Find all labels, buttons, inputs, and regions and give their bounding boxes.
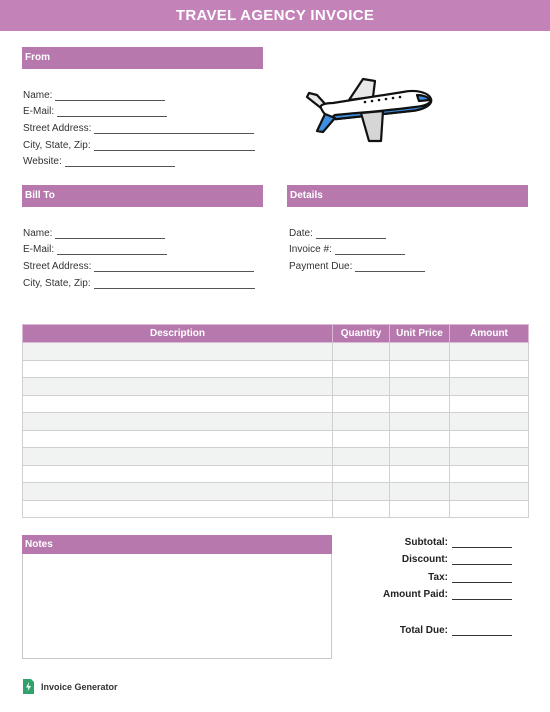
from-email-field[interactable]: E-Mail: xyxy=(23,101,255,118)
unit-price-cell[interactable] xyxy=(390,378,450,396)
description-cell[interactable] xyxy=(23,378,333,396)
description-cell[interactable] xyxy=(23,430,333,448)
amount-cell[interactable] xyxy=(450,448,529,466)
unit-price-cell[interactable] xyxy=(390,395,450,413)
amount-cell[interactable] xyxy=(450,430,529,448)
from-website-field[interactable]: Website: xyxy=(23,151,255,168)
tax-field[interactable]: Tax: xyxy=(340,572,512,583)
bill-to-name-field[interactable]: Name: xyxy=(23,222,255,239)
quantity-cell[interactable] xyxy=(333,448,390,466)
description-cell[interactable] xyxy=(23,448,333,466)
unit-price-cell[interactable] xyxy=(390,465,450,483)
invoice-number-field[interactable]: Invoice #: xyxy=(289,239,425,256)
description-cell[interactable] xyxy=(23,395,333,413)
quantity-cell[interactable] xyxy=(333,430,390,448)
column-header-description: Description xyxy=(23,325,333,343)
column-header-amount: Amount xyxy=(450,325,529,343)
discount-field[interactable]: Discount: xyxy=(340,554,512,565)
bill-to-city-field[interactable]: City, State, Zip: xyxy=(23,272,255,289)
table-row xyxy=(23,413,529,431)
quantity-cell[interactable] xyxy=(333,360,390,378)
column-header-quantity: Quantity xyxy=(333,325,390,343)
table-row xyxy=(23,430,529,448)
payment-due-field[interactable]: Payment Due: xyxy=(289,255,425,272)
invoice-generator-logo-icon xyxy=(22,678,35,695)
unit-price-cell[interactable] xyxy=(390,500,450,518)
table-row xyxy=(23,395,529,413)
description-cell[interactable] xyxy=(23,343,333,361)
footer-brand xyxy=(22,678,118,695)
amount-cell[interactable] xyxy=(450,465,529,483)
table-row xyxy=(23,343,529,361)
quantity-cell[interactable] xyxy=(333,378,390,396)
table-row xyxy=(23,378,529,396)
quantity-cell[interactable] xyxy=(333,483,390,501)
description-cell[interactable] xyxy=(23,413,333,431)
details-heading: Details xyxy=(287,185,528,207)
brand-name: Invoice Generator xyxy=(41,681,118,692)
description-cell[interactable] xyxy=(23,483,333,501)
bill-to-fields xyxy=(23,222,255,289)
unit-price-cell[interactable] xyxy=(390,343,450,361)
quantity-cell[interactable] xyxy=(333,413,390,431)
title-banner xyxy=(0,0,550,31)
unit-price-cell[interactable] xyxy=(390,448,450,466)
notes-heading: Notes xyxy=(22,535,332,554)
amount-cell[interactable] xyxy=(450,360,529,378)
bill-to-heading: Bill To xyxy=(22,185,263,207)
quantity-cell[interactable] xyxy=(333,465,390,483)
from-street-field[interactable]: Street Address: xyxy=(23,117,255,134)
unit-price-cell[interactable] xyxy=(390,413,450,431)
table-row xyxy=(23,500,529,518)
table-header-row xyxy=(23,325,529,343)
description-cell[interactable] xyxy=(23,500,333,518)
unit-price-cell[interactable] xyxy=(390,430,450,448)
table-row xyxy=(23,465,529,483)
amount-cell[interactable] xyxy=(450,483,529,501)
total-due-field[interactable]: Total Due: xyxy=(340,625,512,636)
quantity-cell[interactable] xyxy=(333,500,390,518)
amount-paid-field[interactable]: Amount Paid: xyxy=(340,589,512,600)
details-fields xyxy=(289,222,425,272)
amount-cell[interactable] xyxy=(450,395,529,413)
description-cell[interactable] xyxy=(23,360,333,378)
column-header-unit-price: Unit Price xyxy=(390,325,450,343)
bill-to-street-field[interactable]: Street Address: xyxy=(23,255,255,272)
quantity-cell[interactable] xyxy=(333,343,390,361)
from-heading: From xyxy=(22,47,263,69)
invoice-title: TRAVEL AGENCY INVOICE xyxy=(175,7,375,24)
amount-cell[interactable] xyxy=(450,500,529,518)
unit-price-cell[interactable] xyxy=(390,483,450,501)
unit-price-cell[interactable] xyxy=(390,360,450,378)
amount-cell[interactable] xyxy=(450,343,529,361)
from-city-field[interactable]: City, State, Zip: xyxy=(23,134,255,151)
from-fields xyxy=(23,84,255,167)
airplane-icon xyxy=(305,75,433,145)
bill-to-email-field[interactable]: E-Mail: xyxy=(23,239,255,256)
quantity-cell[interactable] xyxy=(333,395,390,413)
subtotal-field[interactable]: Subtotal: xyxy=(340,537,512,548)
date-field[interactable]: Date: xyxy=(289,222,425,239)
table-row xyxy=(23,448,529,466)
from-name-field[interactable]: Name: xyxy=(23,84,255,101)
amount-cell[interactable] xyxy=(450,413,529,431)
table-row xyxy=(23,360,529,378)
description-cell[interactable] xyxy=(23,465,333,483)
items-table xyxy=(22,324,529,518)
table-row xyxy=(23,483,529,501)
amount-cell[interactable] xyxy=(450,378,529,396)
